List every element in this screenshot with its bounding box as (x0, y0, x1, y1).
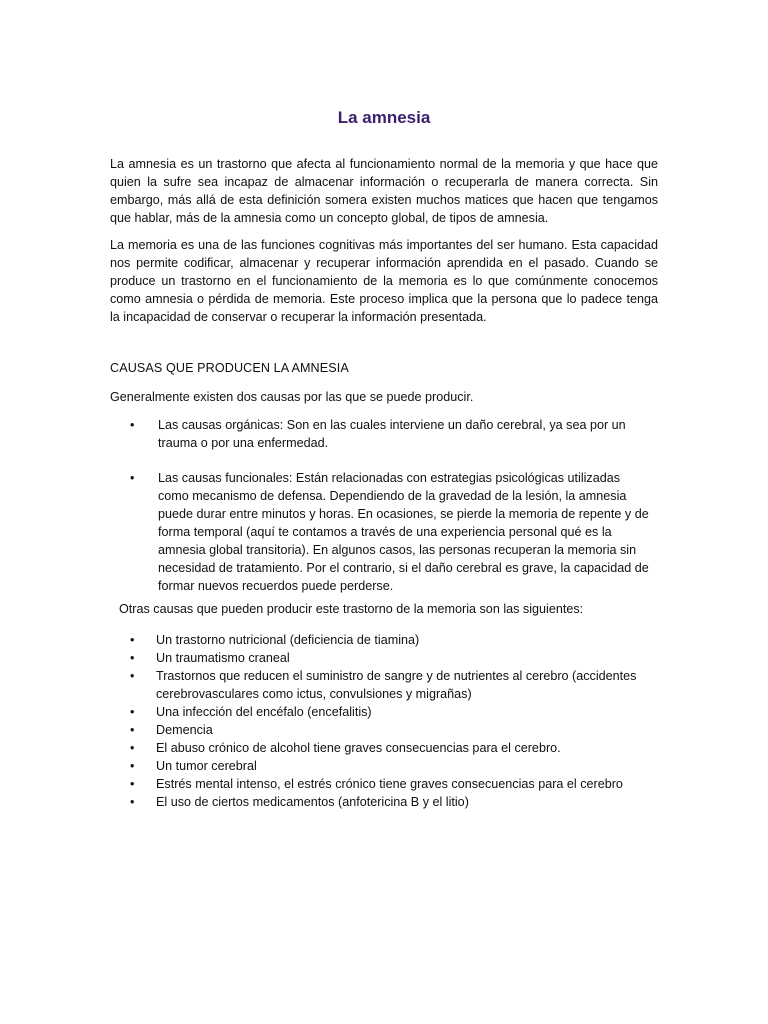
list-item (130, 469, 650, 595)
list-item-text: Estrés mental intenso, el estrés crónico tiene graves consecuencias para el cerebro (156, 777, 623, 791)
list-item (130, 631, 660, 649)
list-item-text: Un tumor cerebral (156, 759, 257, 773)
bullet-icon: • (130, 471, 135, 485)
paragraph-memory: La memoria es una de las funciones cognitivas más importantes del ser humano. Esta capacidad nos permite codificar, almacenar y recuperar información aprendida en el pasado. Cuando se produce un trastorno en el funcionamiento de la memoria es lo que comúnmente conocemos como amnesia o pérdida de memoria. Este proceso implica que la persona que lo padece tenga la incapacidad de conservar o recuperar la información presentada. (110, 238, 658, 324)
other-causes-list (130, 631, 660, 811)
bullet-icon: • (130, 418, 135, 432)
page-title: La amnesia (337, 108, 431, 127)
list-item (130, 793, 660, 811)
list-item-text: Las causas funcionales: Están relacionadas con estrategias psicológicas utilizadas como mecanismo de defensa. Dependiendo de la gravedad de la lesión, la amnesia puede durar entre minutos y horas. En ocasiones, se pierde la memoria de repente y de forma temporal (aquí te contamos a través de una experiencia personal qué es la amnesia global transitoria). En algunos casos, las personas recuperan la memoria sin necesidad de tratamiento. Por el contrario, si el daño cerebral es grave, la capacidad de formar nuevos recuerdos puede perderse. (158, 471, 649, 593)
bullet-icon: • (130, 669, 135, 683)
bullet-icon: • (130, 741, 135, 755)
bullet-icon: • (130, 759, 135, 773)
list-item (130, 703, 660, 721)
list-item-text: Trastornos que reducen el suministro de sangre y de nutrientes al cerebro (accidentes cerebrovasculares como ictus, convulsiones y migrañas) (156, 669, 637, 701)
bullet-icon: • (130, 651, 135, 665)
bullet-icon: • (130, 777, 135, 791)
list-item-text: El abuso crónico de alcohol tiene graves consecuencias para el cerebro. (156, 741, 561, 755)
bullet-icon: • (130, 795, 135, 809)
paragraph-causes-intro: Generalmente existen dos causas por las que se puede producir. (110, 390, 474, 404)
bullet-icon: • (130, 723, 135, 737)
bullet-icon: • (130, 633, 135, 647)
list-item-text: Una infección del encéfalo (encefalitis) (156, 705, 372, 719)
paragraph-other-causes-intro: Otras causas que pueden producir este trastorno de la memoria son las siguientes: (119, 602, 584, 616)
list-item (130, 416, 650, 452)
causes-list-functional (130, 469, 650, 595)
list-item-text: Un trastorno nutricional (deficiencia de tiamina) (156, 633, 420, 647)
bullet-icon: • (130, 705, 135, 719)
list-item (130, 739, 660, 757)
causes-list-organic (130, 416, 650, 452)
list-item (130, 649, 660, 667)
list-item-text: Las causas orgánicas: Son en las cuales interviene un daño cerebral, ya sea por un trauma o por una enfermedad. (158, 418, 626, 450)
list-item (130, 667, 660, 703)
list-item-text: El uso de ciertos medicamentos (anfotericina B y el litio) (156, 795, 469, 809)
list-item (130, 775, 660, 793)
list-item-text: Un traumatismo craneal (156, 651, 290, 665)
list-item (130, 721, 660, 739)
list-item-text: Demencia (156, 723, 213, 737)
section-heading-causes: CAUSAS QUE PRODUCEN LA AMNESIA (110, 361, 349, 375)
paragraph-definition: La amnesia es un trastorno que afecta al funcionamiento normal de la memoria y que hace que quien la sufre sea incapaz de almacenar información o recuperarla de manera correcta. Sin embargo, más allá de esta definición somera existen muchos matices que hacen que tengamos que hablar, más de la amnesia como un concepto global, de tipos de amnesia. (110, 157, 658, 225)
list-item (130, 757, 660, 775)
